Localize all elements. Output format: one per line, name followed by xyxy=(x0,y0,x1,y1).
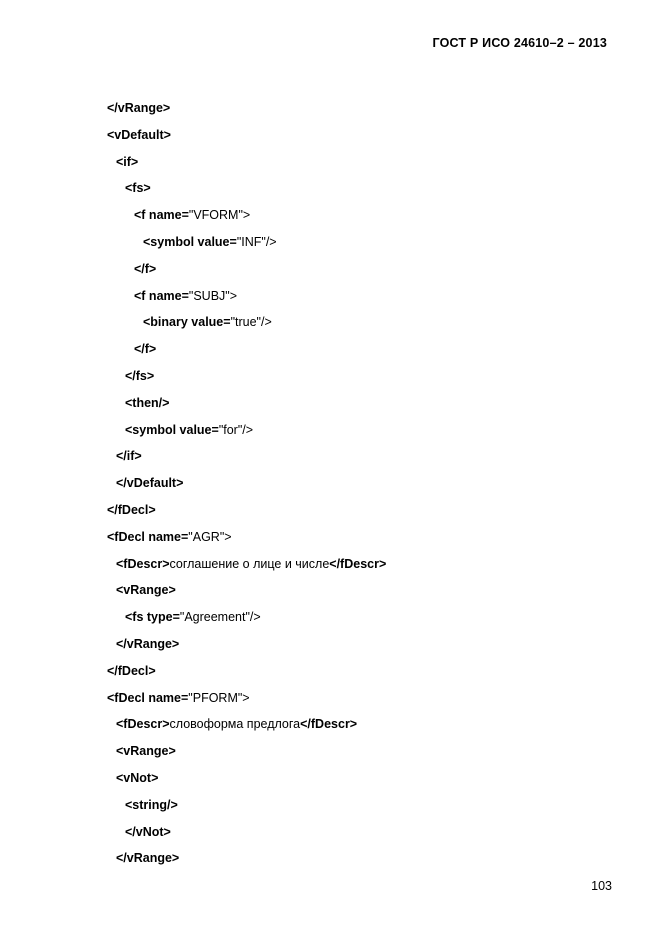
code-token: <binary value= xyxy=(143,315,231,330)
code-line xyxy=(107,283,621,310)
page-number: 103 xyxy=(591,879,612,893)
code-token: <vDefault> xyxy=(107,127,171,142)
code-line xyxy=(107,845,621,872)
code-token: </if> xyxy=(116,449,142,464)
code-token: <fDecl name= xyxy=(107,529,189,544)
code-line xyxy=(107,792,621,819)
code-token: </fDecl> xyxy=(107,663,156,678)
code-token: </vRange> xyxy=(116,636,180,651)
code-token: "for"/> xyxy=(218,422,254,437)
code-token: словоформа предлога xyxy=(169,717,301,732)
code-line xyxy=(107,604,621,631)
code-line xyxy=(107,336,621,363)
code-line xyxy=(107,95,621,122)
code-line xyxy=(107,577,621,604)
code-line xyxy=(107,470,621,497)
code-line xyxy=(107,229,621,256)
code-token: <fs type= xyxy=(125,610,180,625)
code-token: </fDescr> xyxy=(300,717,358,732)
code-token: <then/> xyxy=(125,395,170,410)
code-token: "INF"/> xyxy=(236,234,277,249)
code-token: <fs> xyxy=(125,181,151,196)
code-line xyxy=(107,497,621,524)
page-header-standard-title: ГОСТ Р ИСО 24610–2 – 2013 xyxy=(432,36,607,50)
code-line xyxy=(107,363,621,390)
code-line xyxy=(107,256,621,283)
code-token: <symbol value= xyxy=(125,422,219,437)
code-token: <symbol value= xyxy=(143,234,237,249)
code-line xyxy=(107,738,621,765)
code-token: </vNot> xyxy=(125,824,171,839)
code-token: </vDefault> xyxy=(116,476,184,491)
code-line xyxy=(107,819,621,846)
code-token: <vNot> xyxy=(116,770,159,785)
code-line xyxy=(107,711,621,738)
code-line xyxy=(107,175,621,202)
code-line xyxy=(107,658,621,685)
code-token: </fs> xyxy=(125,368,155,383)
code-token: "VFORM"> xyxy=(188,208,251,223)
code-token: <vRange> xyxy=(116,744,176,759)
code-token: соглашение о лице и числе xyxy=(169,556,330,571)
code-token: <f name= xyxy=(134,208,189,223)
code-line xyxy=(107,443,621,470)
code-token: "AGR"> xyxy=(188,529,232,544)
code-token: <fDescr> xyxy=(116,717,170,732)
code-token: </fDescr> xyxy=(329,556,387,571)
xml-code-block xyxy=(107,95,621,872)
code-token: <f name= xyxy=(134,288,189,303)
code-token: <vRange> xyxy=(116,583,176,598)
code-line xyxy=(107,309,621,336)
code-token: </fDecl> xyxy=(107,502,156,517)
code-line xyxy=(107,149,621,176)
code-token: </vRange> xyxy=(116,851,180,866)
code-line xyxy=(107,122,621,149)
code-line xyxy=(107,417,621,444)
code-line xyxy=(107,390,621,417)
code-token: <string/> xyxy=(125,797,178,812)
code-line xyxy=(107,631,621,658)
code-line xyxy=(107,685,621,712)
code-line xyxy=(107,551,621,578)
code-token: </vRange> xyxy=(107,101,171,115)
code-token: </f> xyxy=(134,342,157,357)
code-token: "SUBJ"> xyxy=(188,288,238,303)
code-token: "Agreement"/> xyxy=(179,610,261,625)
code-token: </f> xyxy=(134,261,157,276)
code-token: "true"/> xyxy=(230,315,272,330)
code-line xyxy=(107,524,621,551)
code-line xyxy=(107,765,621,792)
code-token: "PFORM"> xyxy=(188,690,250,705)
code-token: <fDecl name= xyxy=(107,690,189,705)
code-token: <if> xyxy=(116,154,139,169)
code-line xyxy=(107,202,621,229)
code-token: <fDescr> xyxy=(116,556,170,571)
